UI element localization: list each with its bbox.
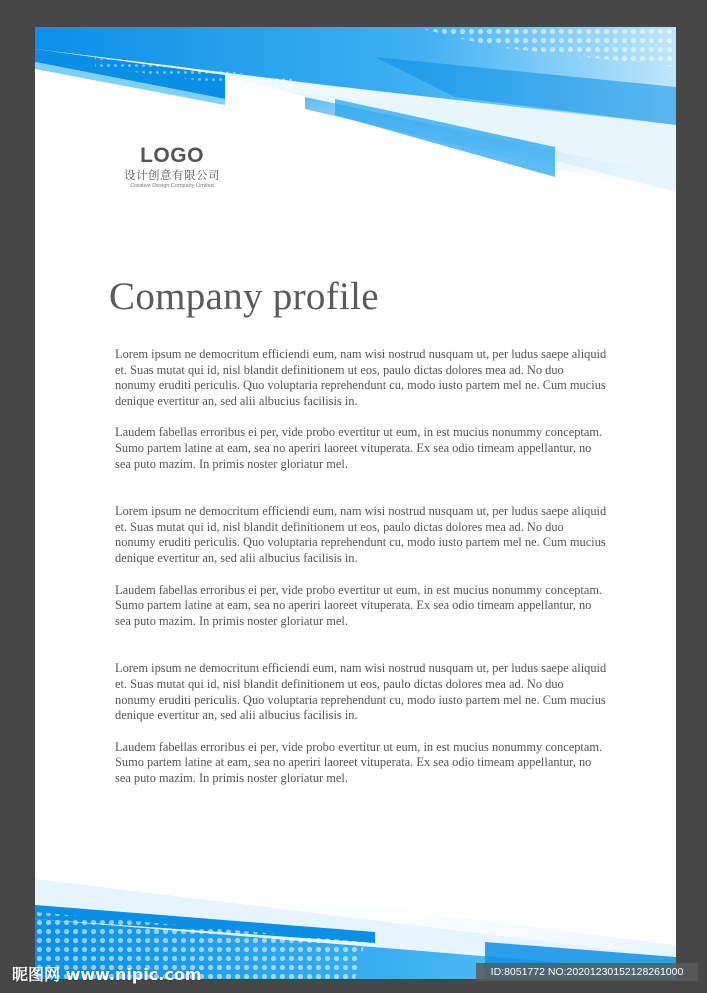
site-watermark: 昵图网 www.nipic.com [12, 965, 202, 984]
paragraph: Lorem ipsum ne democritum efficiendi eum, nam wisi nostrud nusquam ut, per ludus saepe aliquid et. Suas mutat qui id, nisl blandit definitionem ut eos, paulo dictas dolores mea ad. No duo nonumy eruditi periculis. Quo voluptaria reprehendunt cu, modo iusto partem mel ne. Cum mucius denique evertitur an, sed alii albucius facilisis in. [115, 347, 607, 408]
paragraph: Lorem ipsum ne democritum efficiendi eum, nam wisi nostrud nusquam ut, per ludus saepe aliquid et. Suas mutat qui id, nisl blandit definitionem ut eos, paulo dictas dolores mea ad. No duo nonumy eruditi periculis. Quo voluptaria reprehendunt cu, modo iusto partem mel ne. Cum mucius denique evertitur an, sed alii albucius facilisis in. [115, 661, 607, 723]
paragraph: Laudem fabellas erroribus ei per, vide probo evertitur ut eum, in est mucius nonummy conceptam. Sumo partem latine at eam, sea no aperiri laoreet vituperata. Ex sea odio timeam appellantur, no sea puto mazim. In primis noster gloriatur mel. [115, 739, 603, 785]
body-text [115, 347, 607, 786]
image-id-watermark: ID:8051772 NO:20201230152128261000 [476, 963, 698, 981]
page-title: Company profile [109, 275, 379, 318]
logo-mark: LOGO [140, 144, 204, 167]
logo-chinese-name: 设计创意有限公司 [124, 168, 220, 182]
logo-english-name: Creative Design Company Limited [130, 183, 214, 189]
paragraph: Laudem fabellas erroribus ei per, vide probo evertitur ut eum, in est mucius nonummy conceptam. Sumo partem latine at eam, sea no aperiri laoreet vituperata. Ex sea odio timeam appellantur, no sea puto mazim. In primis noster gloriatur mel. [115, 425, 603, 471]
paragraph: Lorem ipsum ne democritum efficiendi eum, nam wisi nostrud nusquam ut, per ludus saepe aliquid et. Suas mutat qui id, nisl blandit definitionem ut eos, paulo dictas dolores mea ad. No duo nonumy eruditi periculis. Quo voluptaria reprehendunt cu, modo iusto partem mel ne. Cum mucius denique evertitur an, sed alii albucius facilisis in. [115, 504, 607, 565]
company-logo [109, 144, 235, 190]
letterhead-page [35, 27, 676, 979]
paragraph: Laudem fabellas erroribus ei per, vide probo evertitur ut eum, in est mucius nonummy conceptam. Sumo partem latine at eam, sea no aperiri laoreet vituperata. Ex sea odio timeam appellantur, no sea puto mazim. In primis noster gloriatur mel. [115, 582, 603, 628]
